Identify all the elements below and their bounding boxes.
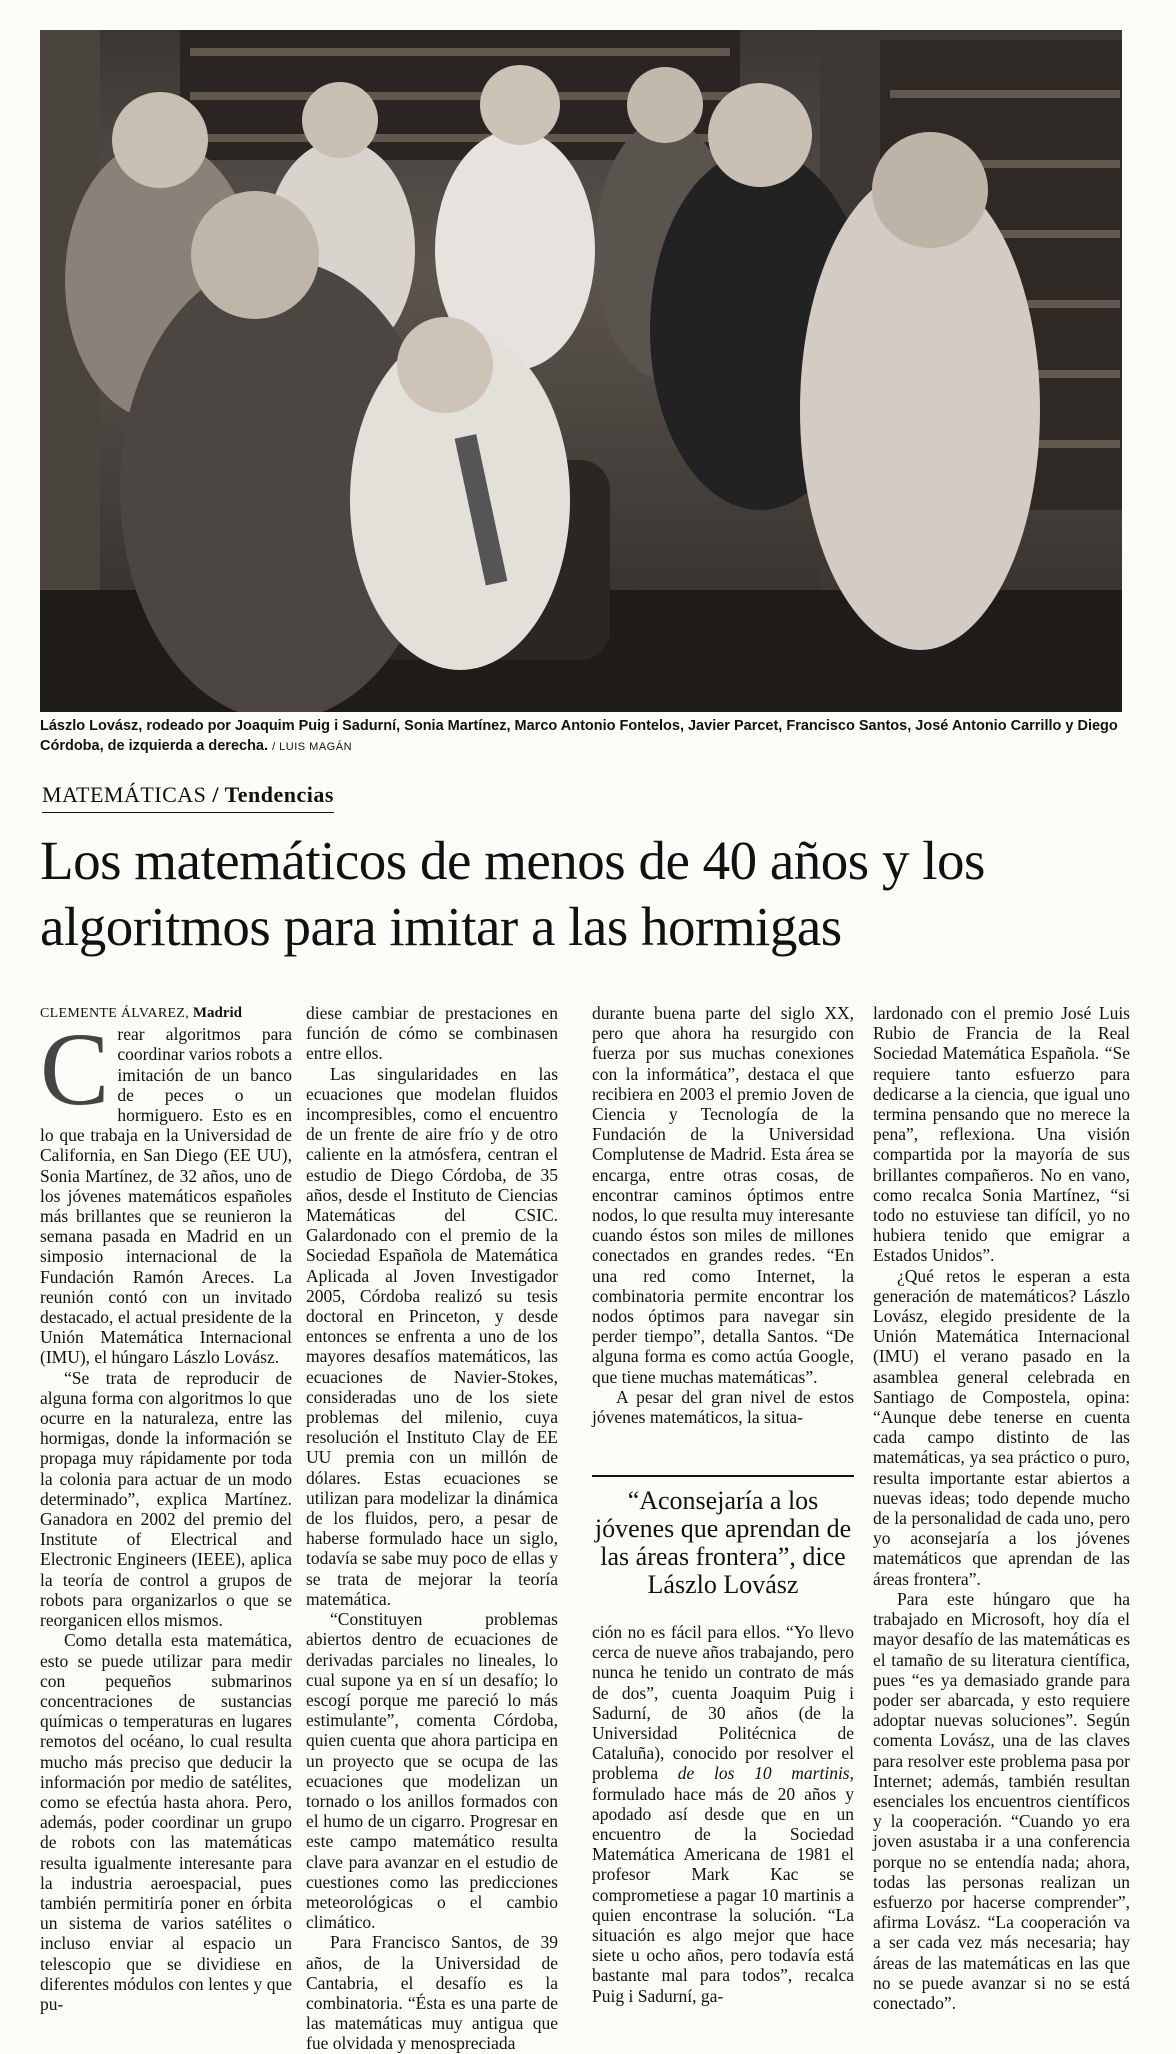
photo-credit: / LUIS MAGÁN bbox=[272, 741, 353, 753]
paragraph: “Constituyen problemas abiertos dentro de ecuaciones de derivadas parciales no lineales, lo cual supone ya en sí un desafío; lo escogí porque me pareció lo más estimulante”, comenta Córdoba, quien cuenta que ahora participa en un proyecto que se ocupa de las ecuaciones que modelizan un tornado o los anillos formados con el humo de un cigarro. Progresar en este campo matemático resulta clave para avanzar en el estudio de cuestiones como las predicciones meteorológicas o el cambio climático. bbox=[306, 1609, 558, 1933]
paragraph-text: rear algoritmos para coordinar varios robots a imitación de un banco de peces o un hormiguero. Esto es en lo que trabaja en la Universidad de California, en San Diego (EE UU), Sonia Martínez, de 32 años, uno de los jóvenes matemáticos españoles más brillantes que se reunieron la semana pasada en Madrid en un simposio internacional de la Fundación Ramón Areces. La reunión contó con un invitado destacado, el actual presidente de la Unión Matemática Internacional (IMU), el húngaro Lászlo Lovász. bbox=[40, 1024, 292, 1368]
column-4 bbox=[873, 1003, 1130, 2013]
paragraph: Para este húngaro que ha trabajado en Microsoft, hoy día el mayor desafío de las matemáticas es el tamaño de su literatura científica, pues “es ya demasiado grande para poder ser abarcada, y esto requiere adoptar nuevas soluciones”. Según comenta Lovász, una de las claves para resolver este problema pasa por Internet; además, también resultan esenciales los encuentros científicos y la cooperación. “Cuando yo era joven asustaba ir a una conferencia porque no se entendía nada; ahora, todas las personas realizan un esfuerzo por hacerse comprender”, afirma Lovász. “La cooperación va a ser cada vez más necesaria; hay áreas de las matemáticas en las que no se puede avanzar si no se está conectado”. bbox=[873, 1588, 1130, 2013]
paragraph-text: formulado hace más de 20 años y apodado así desde que en un encuentro de la Sociedad Matemática Americana de 1981 el profesor Mark Kac se comprometiese a pagar 10 martinis a quien encontrase la solución. “La situación es algo mejor que hace siete u ocho años, pero todavía está bastante mal para todos”, recalca Puig i Sadurní, ga- bbox=[592, 1783, 854, 2006]
photo-illustration bbox=[40, 30, 1122, 712]
paragraph: Como detalla esta matemática, esto se puede utilizar para medir con pequeños submarinos concentraciones de sustancias químicas o temperaturas en lugares remotos del océano, lo cual resulta mucho más preciso que deducir la información por medio de satélites, como se efectúa hasta ahora. Pero, además, poder coordinar un grupo de robots con las matemáticas resulta igualmente interesante para la industria aeroespacial, pues también permitiría poner en órbita un sistema de varios satélites o incluso enviar al espacio un telescopio que se dividiese en diferentes módulos con lentes y que pu- bbox=[40, 1630, 292, 2014]
paragraph bbox=[592, 1622, 854, 2006]
pull-quote: “Aconsejaría a los jóvenes que aprendan de las áreas frontera”, dice Lászlo Lovász bbox=[592, 1475, 854, 1599]
column-2 bbox=[306, 1003, 558, 2054]
paragraph: Las singularidades en las ecuaciones que modelan fluidos incompresibles, como el encuentro de un frente de aire frío y de otro caliente en la atmósfera, centran el estudio de Diego Córdoba, de 35 años, desde el Instituto de Ciencias Matemáticas del CSIC. Galardonado con el premio de la Sociedad Española de Matemática Aplicada al Joven Investigador 2005, Córdoba realizó su tesis doctoral en Princeton, y desde entonces se enfrenta a uno de los mayores desafíos matemáticos, las ecuaciones de Navier-Stokes, consideradas uno de los siete problemas del milenio, cuya resolución el Instituto Clay de EE UU premia con un millón de dólares. Estas ecuaciones se utilizan para modelizar la dinámica de los fluidos, pero, a pesar de haberse formulado hace un siglo, todavía se sabe muy poco de ellas y se trata de mejorar la teoría matemática. bbox=[306, 1063, 558, 1609]
byline bbox=[40, 1003, 292, 1024]
paragraph-text: ción no es fácil para ellos. “Yo llevo cerca de nueve años trabajando, pero nunca he tenido un contrato de más de dos”, cuenta Joaquim Puig i Sadurní, de 30 años (de la Universidad Politécnica de Cataluña), conocido por resolver el problema bbox=[592, 1622, 854, 1784]
paragraph: ¿Qué retos le esperan a esta generación de matemáticos? Lászlo Lovász, elegido presidente de la Unión Matemática Internacional (IMU) el verano pasado en la asamblea general celebrada en Santiago de Compostela, opina: “Aunque debe tenerse en cuenta cada campo distinto de las matemáticas, ya sea práctico o puro, resulta importante estar abiertos a nuevas ideas; todo depende mucho de la personalidad de cada uno, pero yo aconsejaría a los jóvenes matemáticos que aprendan de las áreas frontera”. bbox=[873, 1265, 1130, 1589]
paragraph: Para Francisco Santos, de 39 años, de la Universidad de Cantabria, el desafío es la combinatoria. “Ésta es una parte de las matemáticas muy antigua que fue olvidada y menospreciada bbox=[306, 1932, 558, 2054]
italic-term: de los 10 martinis, bbox=[677, 1763, 854, 1784]
byline-author: CLEMENTE ÁLVAREZ, bbox=[40, 1006, 189, 1021]
headline: Los matemáticos de menos de 40 años y los algoritmos para imitar a las hormigas bbox=[40, 830, 985, 957]
column-3-continued bbox=[592, 1622, 854, 2006]
paragraph: diese cambiar de prestaciones en función de cómo se combinasen entre ellos. bbox=[306, 1003, 558, 1064]
paragraph: A pesar del gran nivel de estos jóvenes matemáticos, la situa- bbox=[592, 1386, 854, 1428]
column-3 bbox=[592, 1003, 854, 1427]
group-photo bbox=[40, 30, 1122, 712]
column-1 bbox=[40, 1003, 292, 2014]
byline-place: Madrid bbox=[192, 1005, 242, 1021]
photo-caption bbox=[40, 716, 1130, 757]
section-label bbox=[42, 782, 334, 813]
paragraph: lardonado con el premio José Luis Rubio de Francia de la Real Sociedad Matemática Española. “Se requiere tanto esfuerzo para dedicarse a la ciencia, que igual uno termina pensando que no merece la pena”, reflexiona. Una visión compartida por la mayoría de sus brillantes compañeros. No en vano, como recalca Sonia Martínez, “si todo no estuviese tan difícil, yo no hubiera tenido que emigrar a Estados Unidos”. bbox=[873, 1003, 1130, 1266]
paragraph: durante buena parte del siglo XX, pero que ahora ha resurgido con fuerza por sus muchas conexiones con la informática”, destaca el que recibiera en 2003 el premio Joven de Ciencia y Tecnología de la Fundación de la Universidad Complutense de Madrid. Esta área se encarga, entre otras cosas, de encontrar caminos óptimos entre nodos, lo que resulta muy interesante cuando éstos son miles de millones conectados en grandes redes. “En una red como Internet, la combinatoria permite encontrar los nodos óptimos para navegar sin perder tiempo”, detalla Santos. “De alguna forma es como actúa Google, que tiene muchas matemáticas”. bbox=[592, 1003, 854, 1387]
drop-cap: C bbox=[40, 1012, 110, 1128]
paragraph: “Se trata de reproducir de alguna forma con algoritmos lo que ocurre en la naturaleza, entre las hormigas, donde la información se propaga muy rápidamente por toda la colonia para actuar de un modo determinado”, explica Martínez. Ganadora en 2002 del premio del Institute of Electrical and Electronic Engineers (IEEE), aplica la teoría de control a grupos de robots para organizarlos o que se reorganicen ellos mismos. bbox=[40, 1367, 292, 1631]
section-sub: / Tendencias bbox=[212, 782, 334, 807]
section-name: MATEMÁTICAS bbox=[42, 782, 207, 807]
caption-text: Lászlo Lovász, rodeado por Joaquim Puig i Sadurní, Sonia Martínez, Marco Antonio Fontelos, Javier Parcet, Francisco Santos, José Antonio Carrillo y Diego Córdoba, de izquierda a derecha. bbox=[40, 718, 1118, 754]
